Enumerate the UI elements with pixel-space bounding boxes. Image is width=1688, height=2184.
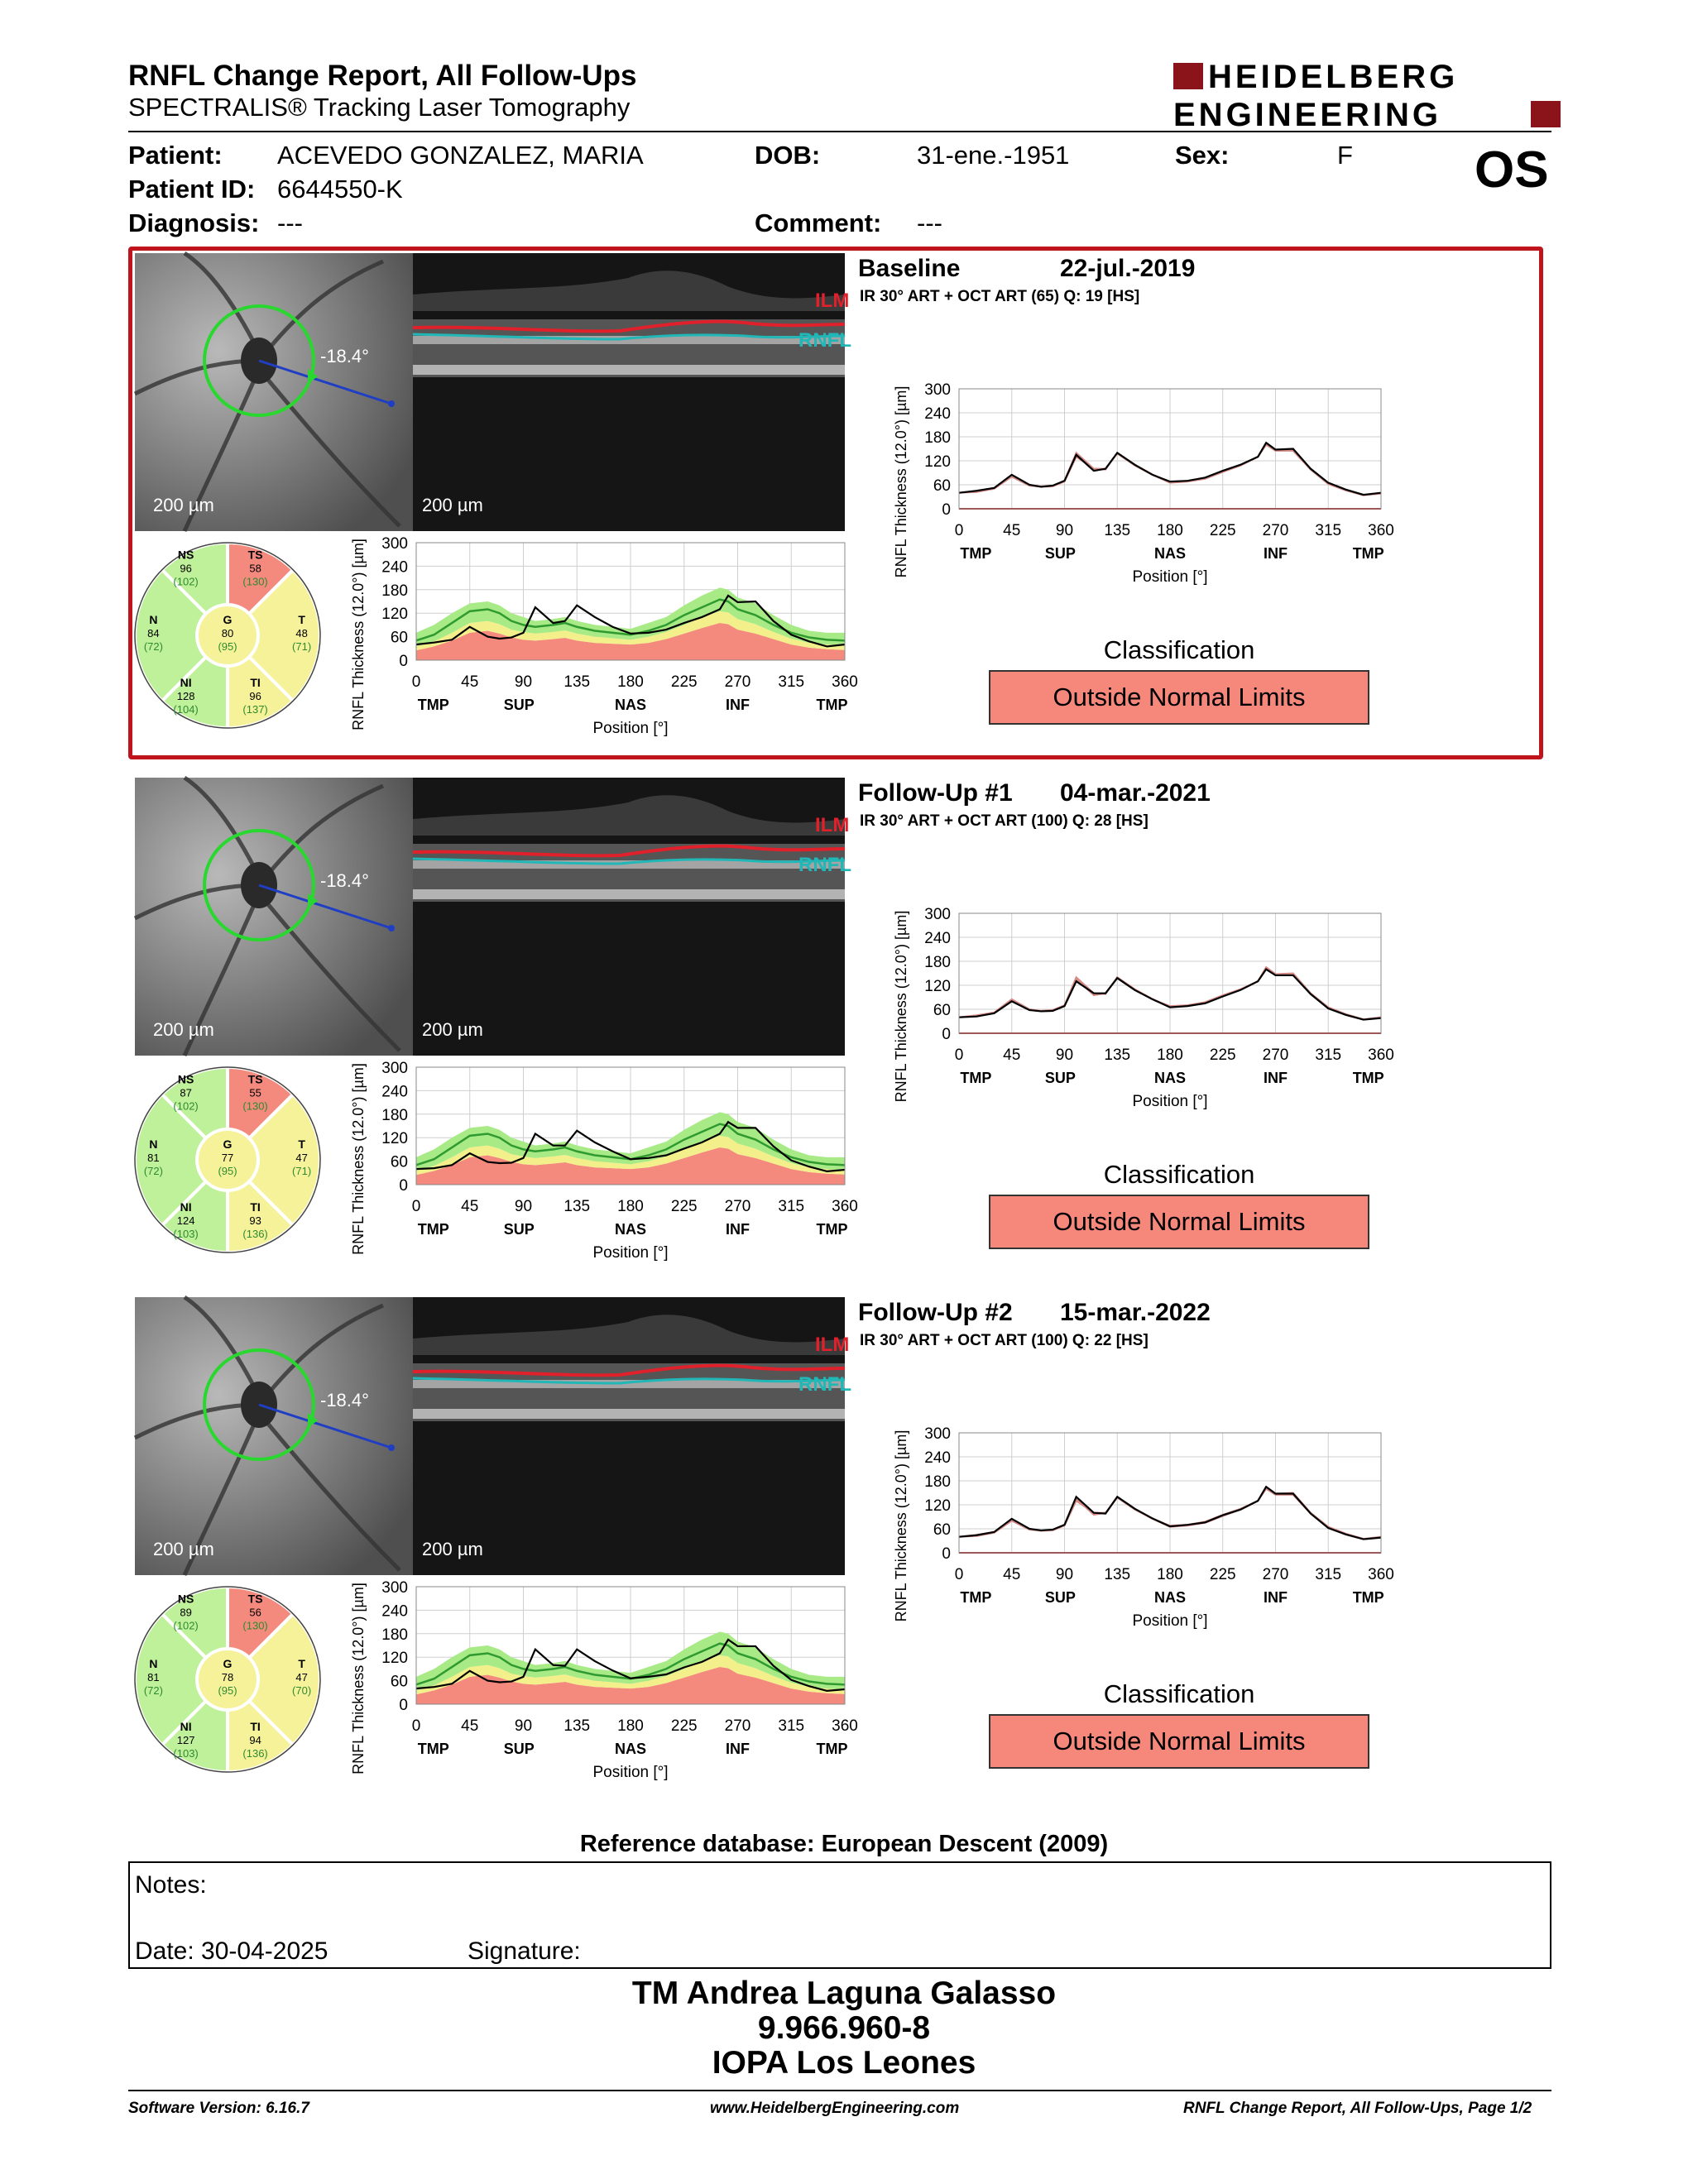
x-tick-label: 45 bbox=[461, 673, 479, 691]
sector-name-ni: NI bbox=[180, 1200, 192, 1214]
dob-label: DOB: bbox=[755, 141, 821, 170]
y-tick-label: 300 bbox=[381, 535, 408, 553]
sector-name-g: G bbox=[223, 1657, 233, 1670]
sector-name-t: T bbox=[298, 613, 305, 626]
patient-id-label: Patient ID: bbox=[128, 175, 256, 204]
exam-panel-0[interactable] bbox=[128, 247, 1543, 759]
sector-tick-label: TMP bbox=[417, 1741, 449, 1757]
sector-tick-label: SUP bbox=[1044, 1070, 1076, 1086]
y-tick-label: 0 bbox=[399, 653, 408, 670]
y-axis-label: RNFL Thickness (12.0°) [µm] bbox=[893, 1430, 909, 1622]
sector-value-n: 81 bbox=[147, 1671, 160, 1684]
sector-tick-label: TMP bbox=[960, 1070, 992, 1086]
scan-info: IR 30° ART + OCT ART (65) Q: 19 [HS] bbox=[860, 288, 1140, 305]
x-tick-label: 315 bbox=[1315, 1046, 1342, 1064]
exam-panel-1[interactable] bbox=[128, 771, 1551, 1284]
y-tick-label: 180 bbox=[924, 954, 951, 971]
sector-value-ni: 124 bbox=[176, 1214, 195, 1228]
x-tick-label: 225 bbox=[1209, 522, 1236, 539]
website-link[interactable]: www.HeidelbergEngineering.com bbox=[710, 2100, 960, 2117]
x-tick-label: 270 bbox=[724, 1198, 751, 1215]
lower-graphics bbox=[128, 1579, 858, 1803]
x-tick-label: 225 bbox=[670, 1198, 698, 1215]
fundus-scale-bar: 200 µm bbox=[153, 1539, 214, 1559]
sector-value-t: 47 bbox=[295, 1671, 308, 1684]
x-tick-label: 0 bbox=[411, 673, 421, 691]
sector-normal-ti: (137) bbox=[242, 703, 268, 716]
patient-id-value: 6644550-K bbox=[277, 175, 403, 204]
sector-value-ns: 89 bbox=[180, 1606, 192, 1619]
sector-tick-label: TMP bbox=[417, 697, 449, 713]
oct-scale-bar: 200 µm bbox=[422, 1019, 483, 1040]
oct-scale-bar: 200 µm bbox=[422, 1539, 483, 1559]
sector-name-ni: NI bbox=[180, 676, 192, 690]
signer-id: 9.966.960-8 bbox=[757, 2010, 931, 2046]
sector-normal-t: (71) bbox=[292, 640, 312, 653]
sector-normal-ns: (102) bbox=[173, 1099, 199, 1113]
y-tick-label: 60 bbox=[390, 1153, 408, 1171]
angle-label: -18.4° bbox=[320, 346, 369, 366]
x-tick-label: 315 bbox=[1315, 1566, 1342, 1583]
x-tick-label: 360 bbox=[1368, 522, 1394, 539]
x-tick-label: 270 bbox=[724, 673, 751, 691]
sector-name-n: N bbox=[149, 1657, 158, 1670]
x-tick-label: 270 bbox=[1262, 522, 1289, 539]
x-tick-label: 135 bbox=[1104, 522, 1131, 539]
x-tick-label: 225 bbox=[1209, 1566, 1236, 1583]
diagnosis-value: --- bbox=[277, 208, 303, 237]
reference-database: Reference database: European Descent (2009) bbox=[579, 1831, 1109, 1857]
sector-name-t: T bbox=[298, 1657, 305, 1670]
sector-tick-label: NAS bbox=[1153, 1070, 1187, 1086]
sector-normal-n: (72) bbox=[143, 1165, 163, 1177]
sector-name-ts: TS bbox=[247, 1592, 263, 1606]
x-tick-label: 45 bbox=[461, 1198, 479, 1215]
sector-value-ts: 55 bbox=[249, 1086, 261, 1099]
x-tick-label: 90 bbox=[1055, 522, 1074, 539]
sector-name-ts: TS bbox=[247, 548, 263, 562]
signer-place: IOPA Los Leones bbox=[712, 2045, 976, 2081]
sector-classification-dial bbox=[135, 543, 320, 728]
sector-tick-label: SUP bbox=[503, 1741, 535, 1757]
sector-value-g: 78 bbox=[221, 1671, 234, 1684]
logo-line2: ENGINEERING bbox=[1173, 97, 1442, 133]
patient-label: Patient: bbox=[128, 141, 223, 170]
sector-name-ti: TI bbox=[250, 1720, 261, 1734]
thickness-chart bbox=[350, 1579, 858, 1781]
sex-value: F bbox=[1337, 141, 1353, 170]
x-tick-label: 90 bbox=[1055, 1046, 1074, 1064]
y-tick-label: 240 bbox=[381, 1083, 408, 1101]
sector-value-ts: 58 bbox=[249, 562, 261, 575]
sector-tick-label: NAS bbox=[1153, 545, 1187, 562]
logo-line1: HEIDELBERG bbox=[1208, 59, 1459, 95]
y-tick-label: 60 bbox=[390, 629, 408, 647]
sector-value-g: 77 bbox=[221, 1152, 234, 1164]
sector-name-ti: TI bbox=[250, 1200, 261, 1214]
classification-result: Outside Normal Limits bbox=[989, 1195, 1369, 1249]
sector-normal-ni: (103) bbox=[173, 1747, 199, 1760]
sector-name-ns: NS bbox=[177, 1072, 194, 1086]
y-tick-label: 120 bbox=[924, 1497, 951, 1515]
x-tick-label: 315 bbox=[778, 1717, 805, 1735]
notes-label: Notes: bbox=[135, 1871, 207, 1899]
sector-name-ti: TI bbox=[250, 676, 261, 690]
x-tick-label: 135 bbox=[1104, 1566, 1131, 1583]
y-tick-label: 120 bbox=[381, 1650, 408, 1668]
sector-normal-ns: (102) bbox=[173, 575, 199, 588]
x-tick-label: 45 bbox=[1003, 1566, 1021, 1583]
sector-value-ti: 96 bbox=[249, 690, 261, 703]
sector-tick-label: INF bbox=[1264, 1070, 1288, 1086]
sector-value-n: 81 bbox=[147, 1152, 160, 1164]
sector-normal-g: (95) bbox=[218, 640, 237, 653]
sector-normal-n: (72) bbox=[143, 1684, 163, 1697]
exam-panel-2[interactable] bbox=[128, 1291, 1551, 1803]
x-tick-label: 90 bbox=[514, 1198, 533, 1215]
sector-value-g: 80 bbox=[221, 627, 234, 639]
sector-normal-t: (71) bbox=[292, 1165, 312, 1177]
change-graphics bbox=[856, 1423, 1436, 1638]
x-tick-label: 360 bbox=[1368, 1566, 1394, 1583]
x-tick-label: 135 bbox=[563, 673, 591, 691]
scan-info: IR 30° ART + OCT ART (100) Q: 22 [HS] bbox=[860, 1332, 1149, 1349]
sector-normal-ns: (102) bbox=[173, 1619, 199, 1632]
y-axis-label: RNFL Thickness (12.0°) [µm] bbox=[893, 910, 909, 1103]
y-tick-label: 300 bbox=[924, 381, 951, 399]
exam-title: Follow-Up #2 bbox=[858, 1299, 1013, 1326]
x-tick-label: 90 bbox=[1055, 1566, 1074, 1583]
sector-normal-t: (70) bbox=[292, 1684, 312, 1697]
sector-value-ti: 93 bbox=[249, 1214, 261, 1228]
sector-tick-label: SUP bbox=[1044, 1589, 1076, 1606]
y-axis-label: RNFL Thickness (12.0°) [µm] bbox=[350, 539, 367, 730]
classification-label: Classification bbox=[1103, 635, 1255, 664]
x-tick-label: 225 bbox=[1209, 1046, 1236, 1064]
sector-normal-g: (95) bbox=[218, 1165, 237, 1177]
sector-tick-label: TMP bbox=[1352, 545, 1384, 562]
sector-tick-label: TMP bbox=[816, 1221, 848, 1238]
thickness-chart bbox=[893, 906, 1394, 1110]
fundus-image bbox=[135, 1297, 413, 1575]
sector-value-n: 84 bbox=[147, 627, 160, 639]
x-tick-label: 315 bbox=[778, 673, 805, 691]
change-graphics bbox=[856, 379, 1436, 594]
change-graphics bbox=[856, 903, 1436, 1118]
ilm-label: ILM bbox=[815, 814, 850, 836]
sector-classification-dial bbox=[135, 1067, 320, 1252]
x-tick-label: 45 bbox=[1003, 522, 1021, 539]
x-tick-label: 180 bbox=[1157, 1046, 1183, 1064]
x-tick-label: 135 bbox=[1104, 1046, 1131, 1064]
y-tick-label: 120 bbox=[924, 978, 951, 995]
sector-normal-ni: (103) bbox=[173, 1228, 199, 1241]
classification-label: Classification bbox=[1103, 1679, 1255, 1708]
x-tick-label: 180 bbox=[617, 1717, 644, 1735]
sector-classification-dial bbox=[135, 1587, 320, 1772]
sector-normal-ti: (136) bbox=[242, 1747, 268, 1760]
x-tick-label: 0 bbox=[954, 522, 964, 539]
sector-value-ns: 96 bbox=[180, 562, 192, 575]
x-tick-label: 135 bbox=[563, 1198, 591, 1215]
sector-tick-label: INF bbox=[726, 697, 750, 713]
sector-tick-label: INF bbox=[726, 1221, 750, 1238]
sector-normal-ts: (130) bbox=[242, 1099, 268, 1113]
y-tick-label: 0 bbox=[399, 1697, 408, 1714]
sector-normal-n: (72) bbox=[143, 640, 163, 653]
x-axis-label: Position [°] bbox=[592, 1244, 669, 1262]
x-tick-label: 0 bbox=[954, 1566, 964, 1583]
thickness-chart bbox=[893, 1425, 1394, 1630]
oct-scale-bar: 200 µm bbox=[422, 495, 483, 515]
classification-result: Outside Normal Limits bbox=[989, 670, 1369, 725]
x-tick-label: 360 bbox=[832, 1717, 858, 1735]
sector-normal-ts: (130) bbox=[242, 1619, 268, 1632]
sector-normal-ni: (104) bbox=[173, 703, 199, 716]
sector-tick-label: SUP bbox=[1044, 545, 1076, 562]
lower-graphics bbox=[128, 1060, 858, 1284]
x-tick-label: 270 bbox=[724, 1717, 751, 1735]
heidelberg-logo bbox=[1173, 56, 1562, 132]
sector-value-ni: 128 bbox=[176, 690, 195, 703]
rnfl-label: RNFL bbox=[798, 854, 851, 876]
x-tick-label: 225 bbox=[670, 673, 698, 691]
oct-bscan-image bbox=[413, 253, 845, 531]
sector-tick-label: TMP bbox=[1352, 1070, 1384, 1086]
thickness-chart bbox=[350, 1060, 858, 1262]
rnfl-label: RNFL bbox=[798, 1373, 851, 1396]
report-subtitle: SPECTRALIS® Tracking Laser Tomography bbox=[128, 93, 631, 122]
x-tick-label: 360 bbox=[832, 673, 858, 691]
x-tick-label: 90 bbox=[514, 673, 533, 691]
sector-tick-label: INF bbox=[1264, 1589, 1288, 1606]
sector-value-t: 48 bbox=[295, 627, 308, 639]
comment-label: Comment: bbox=[755, 208, 882, 237]
lower-graphics bbox=[128, 535, 858, 759]
y-tick-label: 120 bbox=[381, 606, 408, 624]
sector-name-ni: NI bbox=[180, 1720, 192, 1734]
sector-name-ts: TS bbox=[247, 1072, 263, 1086]
y-tick-label: 300 bbox=[924, 906, 951, 923]
classification-label: Classification bbox=[1103, 1160, 1255, 1189]
date-label: Date: 30-04-2025 bbox=[135, 1937, 328, 1965]
sector-value-ts: 56 bbox=[249, 1606, 261, 1619]
sector-name-n: N bbox=[149, 613, 158, 626]
sector-tick-label: TMP bbox=[816, 697, 848, 713]
y-tick-label: 0 bbox=[942, 1026, 951, 1043]
x-axis-label: Position [°] bbox=[592, 720, 669, 737]
sector-tick-label: INF bbox=[1264, 545, 1288, 562]
exam-title: Baseline bbox=[858, 255, 961, 282]
y-tick-label: 0 bbox=[942, 501, 951, 519]
signer-name: TM Andrea Laguna Galasso bbox=[631, 1976, 1057, 2011]
angle-label: -18.4° bbox=[320, 1390, 369, 1410]
sex-label: Sex: bbox=[1175, 141, 1230, 170]
y-tick-label: 120 bbox=[924, 453, 951, 471]
y-axis-label: RNFL Thickness (12.0°) [µm] bbox=[893, 386, 909, 578]
rnfl-label: RNFL bbox=[798, 329, 851, 352]
classification-result: Outside Normal Limits bbox=[989, 1714, 1369, 1769]
oct-bscan-image bbox=[413, 778, 845, 1056]
x-tick-label: 225 bbox=[670, 1717, 698, 1735]
exam-date: 15-mar.-2022 bbox=[1060, 1299, 1211, 1326]
y-tick-label: 60 bbox=[390, 1673, 408, 1691]
scan-info: IR 30° ART + OCT ART (100) Q: 28 [HS] bbox=[860, 812, 1149, 830]
y-tick-label: 180 bbox=[381, 1626, 408, 1644]
exam-title: Follow-Up #1 bbox=[858, 779, 1013, 807]
x-tick-label: 0 bbox=[954, 1046, 964, 1064]
y-tick-label: 180 bbox=[924, 1473, 951, 1491]
y-axis-label: RNFL Thickness (12.0°) [µm] bbox=[350, 1063, 367, 1255]
y-tick-label: 60 bbox=[933, 1002, 951, 1019]
y-tick-label: 0 bbox=[399, 1177, 408, 1195]
exam-date: 04-mar.-2021 bbox=[1060, 779, 1211, 807]
x-tick-label: 315 bbox=[778, 1198, 805, 1215]
report-title: RNFL Change Report, All Follow-Ups bbox=[128, 60, 637, 92]
y-axis-label: RNFL Thickness (12.0°) [µm] bbox=[350, 1583, 367, 1774]
sector-tick-label: TMP bbox=[960, 545, 992, 562]
y-tick-label: 240 bbox=[924, 405, 951, 423]
x-tick-label: 180 bbox=[1157, 1566, 1183, 1583]
y-tick-label: 60 bbox=[933, 1521, 951, 1539]
sector-name-ns: NS bbox=[177, 1592, 194, 1606]
sector-normal-g: (95) bbox=[218, 1684, 237, 1697]
sector-normal-ts: (130) bbox=[242, 575, 268, 588]
oct-bscan-image bbox=[413, 1297, 845, 1575]
x-tick-label: 360 bbox=[1368, 1046, 1394, 1064]
thickness-chart bbox=[350, 535, 858, 737]
sector-normal-ti: (136) bbox=[242, 1228, 268, 1241]
exam-date: 22-jul.-2019 bbox=[1060, 255, 1196, 282]
x-axis-label: Position [°] bbox=[1132, 1612, 1208, 1630]
angle-label: -18.4° bbox=[320, 870, 369, 891]
sector-name-g: G bbox=[223, 613, 233, 626]
x-axis-label: Position [°] bbox=[1132, 1093, 1208, 1110]
sector-value-ni: 127 bbox=[176, 1734, 195, 1747]
y-tick-label: 300 bbox=[381, 1060, 408, 1077]
sector-tick-label: TMP bbox=[1352, 1589, 1384, 1606]
x-tick-label: 45 bbox=[1003, 1046, 1021, 1064]
y-tick-label: 300 bbox=[381, 1579, 408, 1597]
thickness-chart bbox=[893, 381, 1394, 586]
x-tick-label: 270 bbox=[1262, 1566, 1289, 1583]
page-indicator: RNFL Change Report, All Follow-Ups, Page 1/2 bbox=[1183, 2100, 1532, 2117]
sector-value-ti: 94 bbox=[249, 1734, 261, 1747]
patient-name: ACEVEDO GONZALEZ, MARIA bbox=[277, 141, 644, 170]
sector-name-g: G bbox=[223, 1138, 233, 1151]
dob-value: 31-ene.-1951 bbox=[917, 141, 1070, 170]
x-tick-label: 135 bbox=[563, 1717, 591, 1735]
sector-tick-label: TMP bbox=[960, 1589, 992, 1606]
sector-name-t: T bbox=[298, 1138, 305, 1151]
sector-tick-label: TMP bbox=[417, 1221, 449, 1238]
sector-tick-label: NAS bbox=[614, 1221, 647, 1238]
x-tick-label: 90 bbox=[514, 1717, 533, 1735]
sector-value-ns: 87 bbox=[180, 1086, 192, 1099]
sector-tick-label: SUP bbox=[503, 697, 535, 713]
y-tick-label: 240 bbox=[924, 1449, 951, 1467]
comment-value: --- bbox=[917, 208, 942, 237]
sector-tick-label: TMP bbox=[816, 1741, 848, 1757]
x-tick-label: 315 bbox=[1315, 522, 1342, 539]
y-tick-label: 240 bbox=[924, 930, 951, 947]
y-tick-label: 300 bbox=[924, 1425, 951, 1443]
sector-tick-label: NAS bbox=[614, 1741, 647, 1757]
notes-box[interactable] bbox=[128, 1861, 1551, 1969]
x-tick-label: 180 bbox=[1157, 522, 1183, 539]
y-tick-label: 180 bbox=[381, 582, 408, 600]
x-axis-label: Position [°] bbox=[1132, 568, 1208, 586]
x-tick-label: 360 bbox=[832, 1198, 858, 1215]
fundus-image bbox=[135, 253, 413, 531]
y-tick-label: 60 bbox=[933, 477, 951, 495]
x-tick-label: 45 bbox=[461, 1717, 479, 1735]
x-tick-label: 180 bbox=[617, 1198, 644, 1215]
x-tick-label: 270 bbox=[1262, 1046, 1289, 1064]
sector-tick-label: NAS bbox=[1153, 1589, 1187, 1606]
sector-tick-label: SUP bbox=[503, 1221, 535, 1238]
y-tick-label: 180 bbox=[924, 429, 951, 447]
sector-tick-label: INF bbox=[726, 1741, 750, 1757]
x-tick-label: 0 bbox=[411, 1717, 421, 1735]
sector-tick-label: NAS bbox=[614, 697, 647, 713]
fundus-image bbox=[135, 778, 413, 1056]
y-tick-label: 0 bbox=[942, 1545, 951, 1563]
signature-label: Signature: bbox=[468, 1937, 581, 1965]
x-tick-label: 180 bbox=[617, 673, 644, 691]
y-tick-label: 180 bbox=[381, 1106, 408, 1124]
x-axis-label: Position [°] bbox=[592, 1764, 669, 1781]
eye-indicator: OS bbox=[1475, 141, 1549, 199]
fundus-scale-bar: 200 µm bbox=[153, 495, 214, 515]
ilm-label: ILM bbox=[815, 1334, 850, 1356]
fundus-scale-bar: 200 µm bbox=[153, 1019, 214, 1040]
sector-value-t: 47 bbox=[295, 1152, 308, 1164]
ilm-label: ILM bbox=[815, 290, 850, 312]
footer-rule bbox=[128, 2090, 1551, 2091]
y-tick-label: 240 bbox=[381, 558, 408, 577]
y-tick-label: 240 bbox=[381, 1602, 408, 1621]
x-tick-label: 0 bbox=[411, 1198, 421, 1215]
software-version: Software Version: 6.16.7 bbox=[128, 2100, 309, 2117]
diagnosis-label: Diagnosis: bbox=[128, 208, 260, 237]
y-tick-label: 120 bbox=[381, 1130, 408, 1148]
sector-name-ns: NS bbox=[177, 548, 194, 562]
sector-name-n: N bbox=[149, 1138, 158, 1151]
